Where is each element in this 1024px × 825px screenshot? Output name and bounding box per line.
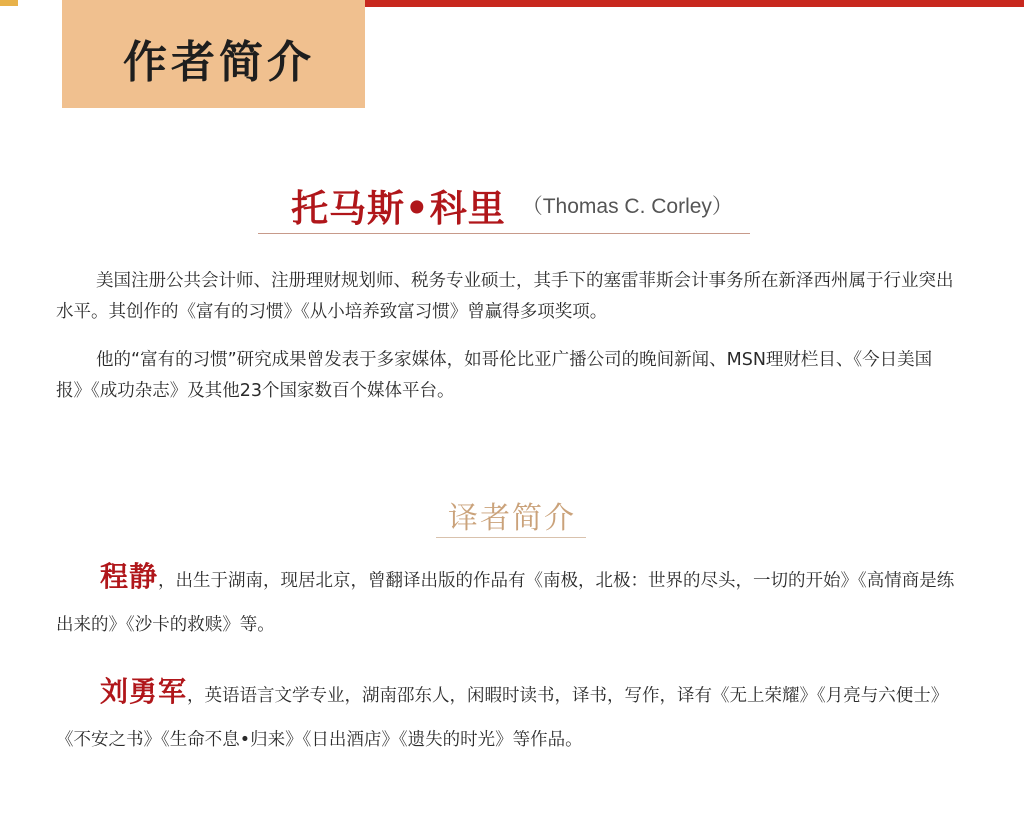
author-name-row	[0, 178, 1024, 232]
author-bio-text-2: 他的“富有的习惯”研究成果曾发表于多家媒体，如哥伦比亚广播公司的晚间新闻、MSN理财栏目、《今日美国报》《成功杂志》及其他23个国家数百个媒体平台。	[56, 350, 933, 401]
translator-entry	[56, 555, 961, 647]
translator-name: 程静	[100, 560, 159, 593]
section-header	[62, 0, 365, 108]
translator-bio: ，出生于湖南，现居北京，曾翻译出版的作品有《南极，北极：世界的尽头，一切的开始》《高情商是练出来的》《沙卡的救赎》等。	[56, 571, 955, 635]
translators-divider	[436, 537, 586, 538]
translators-title: 译者简介	[448, 501, 576, 536]
translator-name: 刘勇军	[100, 675, 188, 708]
author-name: 托马斯•科里	[291, 187, 506, 230]
author-bio-paragraph-2	[56, 345, 956, 407]
translator-entry	[56, 670, 961, 762]
translator-bio: ，英语语言文学专业，湖南邵东人，闲暇时读书，译书，写作，译有《无上荣耀》《月亮与六便士》《不安之书》《生命不息•归来》《日出酒店》《遗失的时光》等作品。	[56, 686, 949, 750]
top-accent-bar	[365, 0, 1024, 7]
section-title: 作者简介	[123, 37, 315, 88]
author-bio-paragraph-1	[56, 266, 956, 328]
top-left-accent	[0, 0, 18, 6]
author-bio-text-1: 美国注册公共会计师、注册理财规划师、税务专业硕士，其手下的塞雷菲斯会计事务所在新泽西州属于行业突出水平。其创作的《富有的习惯》《从小培养致富习惯》曾赢得多项奖项。	[56, 271, 954, 322]
author-english-name: （Thomas C. Corley）	[521, 195, 733, 218]
author-divider	[258, 233, 750, 234]
